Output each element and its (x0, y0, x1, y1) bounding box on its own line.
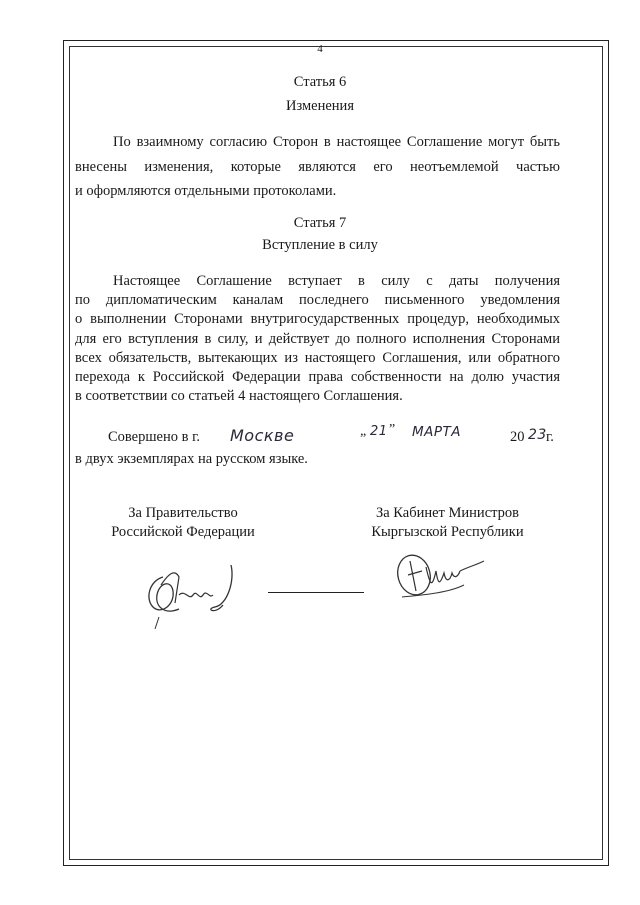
article7-heading: Статья 7 (293, 215, 347, 231)
right-signatory-line-1: За Кабинет Министров (375, 505, 519, 521)
article7-line-3: о выполнении Сторонами внутригосударственных процедур, необходимых (75, 311, 560, 328)
article7-line-7: в соответствии со статьей 4 настоящего Соглашения. (75, 388, 403, 405)
right-signatory-line-2: Кыргызской Республики (371, 524, 524, 540)
article7-title: Вступление в силу (262, 237, 378, 253)
handwritten-day: 21 (370, 424, 388, 439)
quote-close: ” (389, 422, 396, 437)
year-suffix-g: г. (546, 429, 554, 445)
article7-line-6: перехода к Российской Федерации права собственности на долю участия (75, 368, 560, 385)
handwritten-month: МАРТА (412, 424, 462, 440)
left-signatory (103, 504, 263, 542)
article7-line-1: Настоящее Соглашение вступает в силу с даты получения (113, 273, 560, 289)
article7-text (75, 272, 560, 406)
handwritten-year: 23 (528, 427, 547, 443)
done-second-line: в двух экземплярах на русском языке. (75, 451, 308, 467)
article7-line-5: всех обязательств, вытекающих из настоящего Соглашения, или обратного (75, 349, 560, 366)
year-prefix: 20 (510, 429, 525, 445)
article7-line-2: по дипломатическим каналам последнего письменного уведомления (75, 292, 560, 309)
right-signatory (355, 504, 540, 542)
signature-line (268, 592, 364, 593)
right-signature (392, 545, 492, 615)
done-line (0, 422, 640, 450)
left-signatory-line-1: За Правительство (128, 505, 238, 521)
article6-line-1: По взаимному согласию Сторон в настоящее Соглашение могут быть (113, 134, 560, 150)
left-signatory-line-2: Российской Федерации (111, 524, 255, 540)
article6-line-2: внесены изменения, которые являются его неотъемлемой частью (75, 159, 560, 175)
article6-heading: Статья 6 (293, 74, 347, 90)
quote-open: „ (360, 424, 367, 439)
done-prefix: Совершено в г. (108, 429, 201, 445)
left-signature (135, 555, 245, 635)
article7-line-4: для его вступления в силу, и действует до полного исполнения Сторонами (75, 330, 560, 347)
handwritten-city: Москве (230, 426, 295, 445)
article6-line-3: и оформляются отдельными протоколами. (75, 183, 337, 199)
article6-title: Изменения (286, 98, 354, 114)
article6-text (75, 131, 560, 202)
page-number: 4 (317, 43, 323, 55)
